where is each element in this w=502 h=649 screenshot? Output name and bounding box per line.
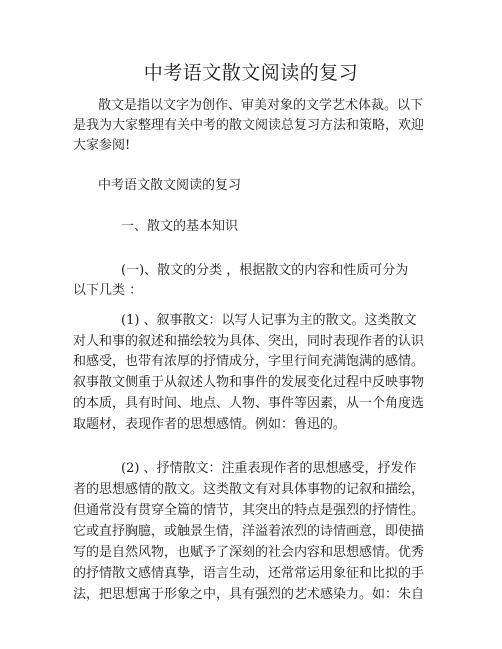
narrative-line: 的本质，具有时间、地点、人物、事件等因素，从一个角度选 [73, 396, 425, 411]
intro-line: 是我为大家整理有关中考的散文阅读总复习方法和策略，欢迎 [73, 118, 425, 133]
narrative-line: (1) 、叙事散文：以写人记事为主的散文。这类散文 [121, 313, 417, 328]
lyric-line: 法，把思想寓于形象之中，具有强烈的艺术感染力。如：朱自 [73, 587, 425, 602]
intro-line: 散文是指以文字为创作、审美对象的文学艺术体裁。以下 [98, 98, 424, 113]
lyric-line: (2) 、抒情散文：注重表现作者的思想感受，抒发作 [121, 461, 417, 476]
classification-line: (一)、散文的分类 ，根据散文的内容和性质可分为 [121, 263, 409, 278]
narrative-line: 取题材，表现作者的思想感情。例如：鲁迅的。 [73, 417, 347, 432]
lyric-line: 但通常没有贯穿全篇的情节，其突出的特点是强烈的抒情性。 [73, 503, 425, 518]
lyric-line: 写的是自然风物，也赋予了深刻的社会内容和思想感情。优秀 [73, 545, 425, 560]
section-heading: 一、散文的基本知识 [121, 219, 239, 234]
page-title: 中考语文散文阅读的复习 [143, 62, 359, 84]
lyric-line: 它或直抒胸臆，或触景生情，洋溢着浓烈的诗情画意，即使描 [73, 524, 425, 539]
intro-line: 大家参阅! [73, 138, 131, 153]
narrative-line: 叙事散文侧重于从叙述人物和事件的发展变化过程中反映事物 [73, 375, 425, 390]
lyric-line: 的抒情散文感情真挚，语言生动，还常常运用象征和比拟的手 [73, 566, 425, 581]
narrative-line: 对人和事的叙述和描绘较为具体、突出，同时表现作者的认识 [73, 334, 425, 349]
narrative-line: 和感受，也带有浓厚的抒情成分，字里行间充满饱满的感情。 [73, 354, 425, 369]
classification-line: 以下几类 ： [73, 283, 143, 298]
lyric-line: 者的思想感情的散文。这类散文有对具体事物的记叙和描绘， [73, 482, 425, 497]
subtitle: 中考语文散文阅读的复习 [98, 178, 242, 193]
